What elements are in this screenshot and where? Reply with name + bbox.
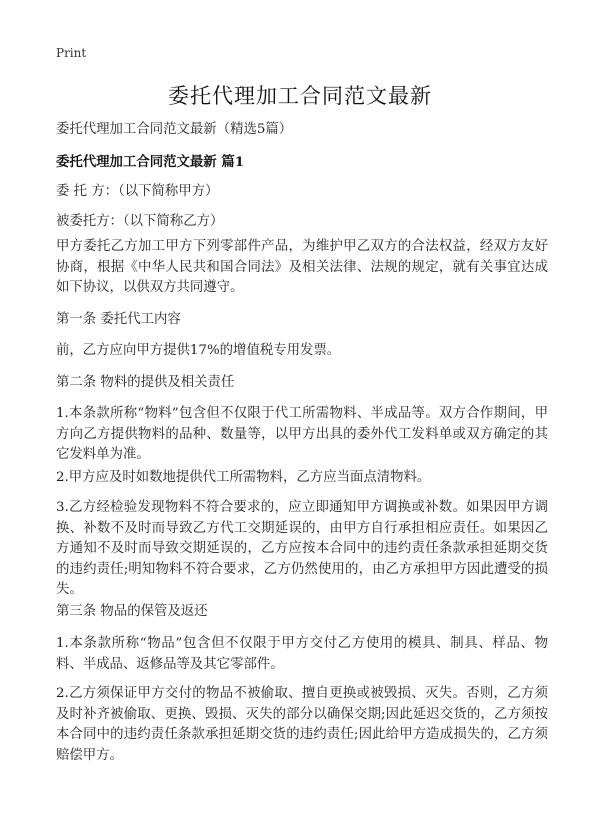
print-link[interactable]: Print [56, 46, 87, 60]
paragraph-article-2-clause-2: 2.甲方应及时如数地提供代工所需物料，乙方应当面点清物料。 [56, 470, 431, 485]
paragraph-article-3-clause-1: 1.本条款所称“物品”包含但不仅限于甲方交付乙方使用的模具、制具、样品、物料、半成品、返修品等及其它零部件。 [56, 636, 548, 672]
document-title: 委托代理加工合同范文最新 [168, 84, 432, 108]
paragraph-entrusting-party: 委 托 方：（以下简称甲方） [56, 184, 219, 199]
paragraph-preamble: 甲方委托乙方加工甲方下列零部件产品，为维护甲乙双方的合法权益，经双方友好协商，根据《中华人民共和国合同法》及相关法律、法规的规定，就有关事宜达成如下协议，以供双方共同遵守。 [56, 239, 548, 295]
paragraph-article-2-clause-3: 3.乙方经检验发现物料不符合要求的，应立即通知甲方调换或补数。如果因甲方调换、补数不及时而导致乙方代工交期延误的，由甲方自行承担相应责任。如果因乙方通知不及时而导致交期延误的，乙方应按本合同中的违约责任条款承担延期交货的违约责任;明知物料不符合要求，乙方仍然使用的，由乙方承担甲方因此遭受的损失。 [56, 500, 548, 597]
paragraph-invoice: 前，乙方应向甲方提供17%的增值税专用发票。 [56, 343, 341, 358]
paragraph-article-2-clause-1: 1.本条款所称“物料”包含但不仅限于代工所需物料、半成品等。双方合作期间，甲方向乙方提供物料的品种、数量等，以甲方出具的委外代工发料单或双方确定的其它发料单为准。 [56, 406, 548, 462]
article-1-heading: 第一条 委托代工内容 [56, 312, 181, 327]
document-intro: 委托代理加工合同范文最新（精选5篇） [56, 122, 293, 137]
paragraph-entrusted-party: 被委托方：（以下简称乙方） [56, 214, 224, 229]
article-3-heading: 第三条 物品的保管及返还 [56, 604, 208, 619]
article-2-heading: 第二条 物料的提供及相关责任 [56, 375, 235, 390]
paragraph-article-3-clause-2: 2.乙方须保证甲方交付的物品不被偷取、擅自更换或被毁损、灭失。否则，乙方须及时补齐被偷取、更换、毁损、灭失的部分以确保交期;因此延迟交货的，乙方须按本合同中的违约责任条款承担延期交货的违约责任;因此给甲方造成损失的，乙方须赔偿甲方。 [56, 686, 548, 763]
section-heading: 委托代理加工合同范文最新 篇1 [56, 154, 245, 170]
